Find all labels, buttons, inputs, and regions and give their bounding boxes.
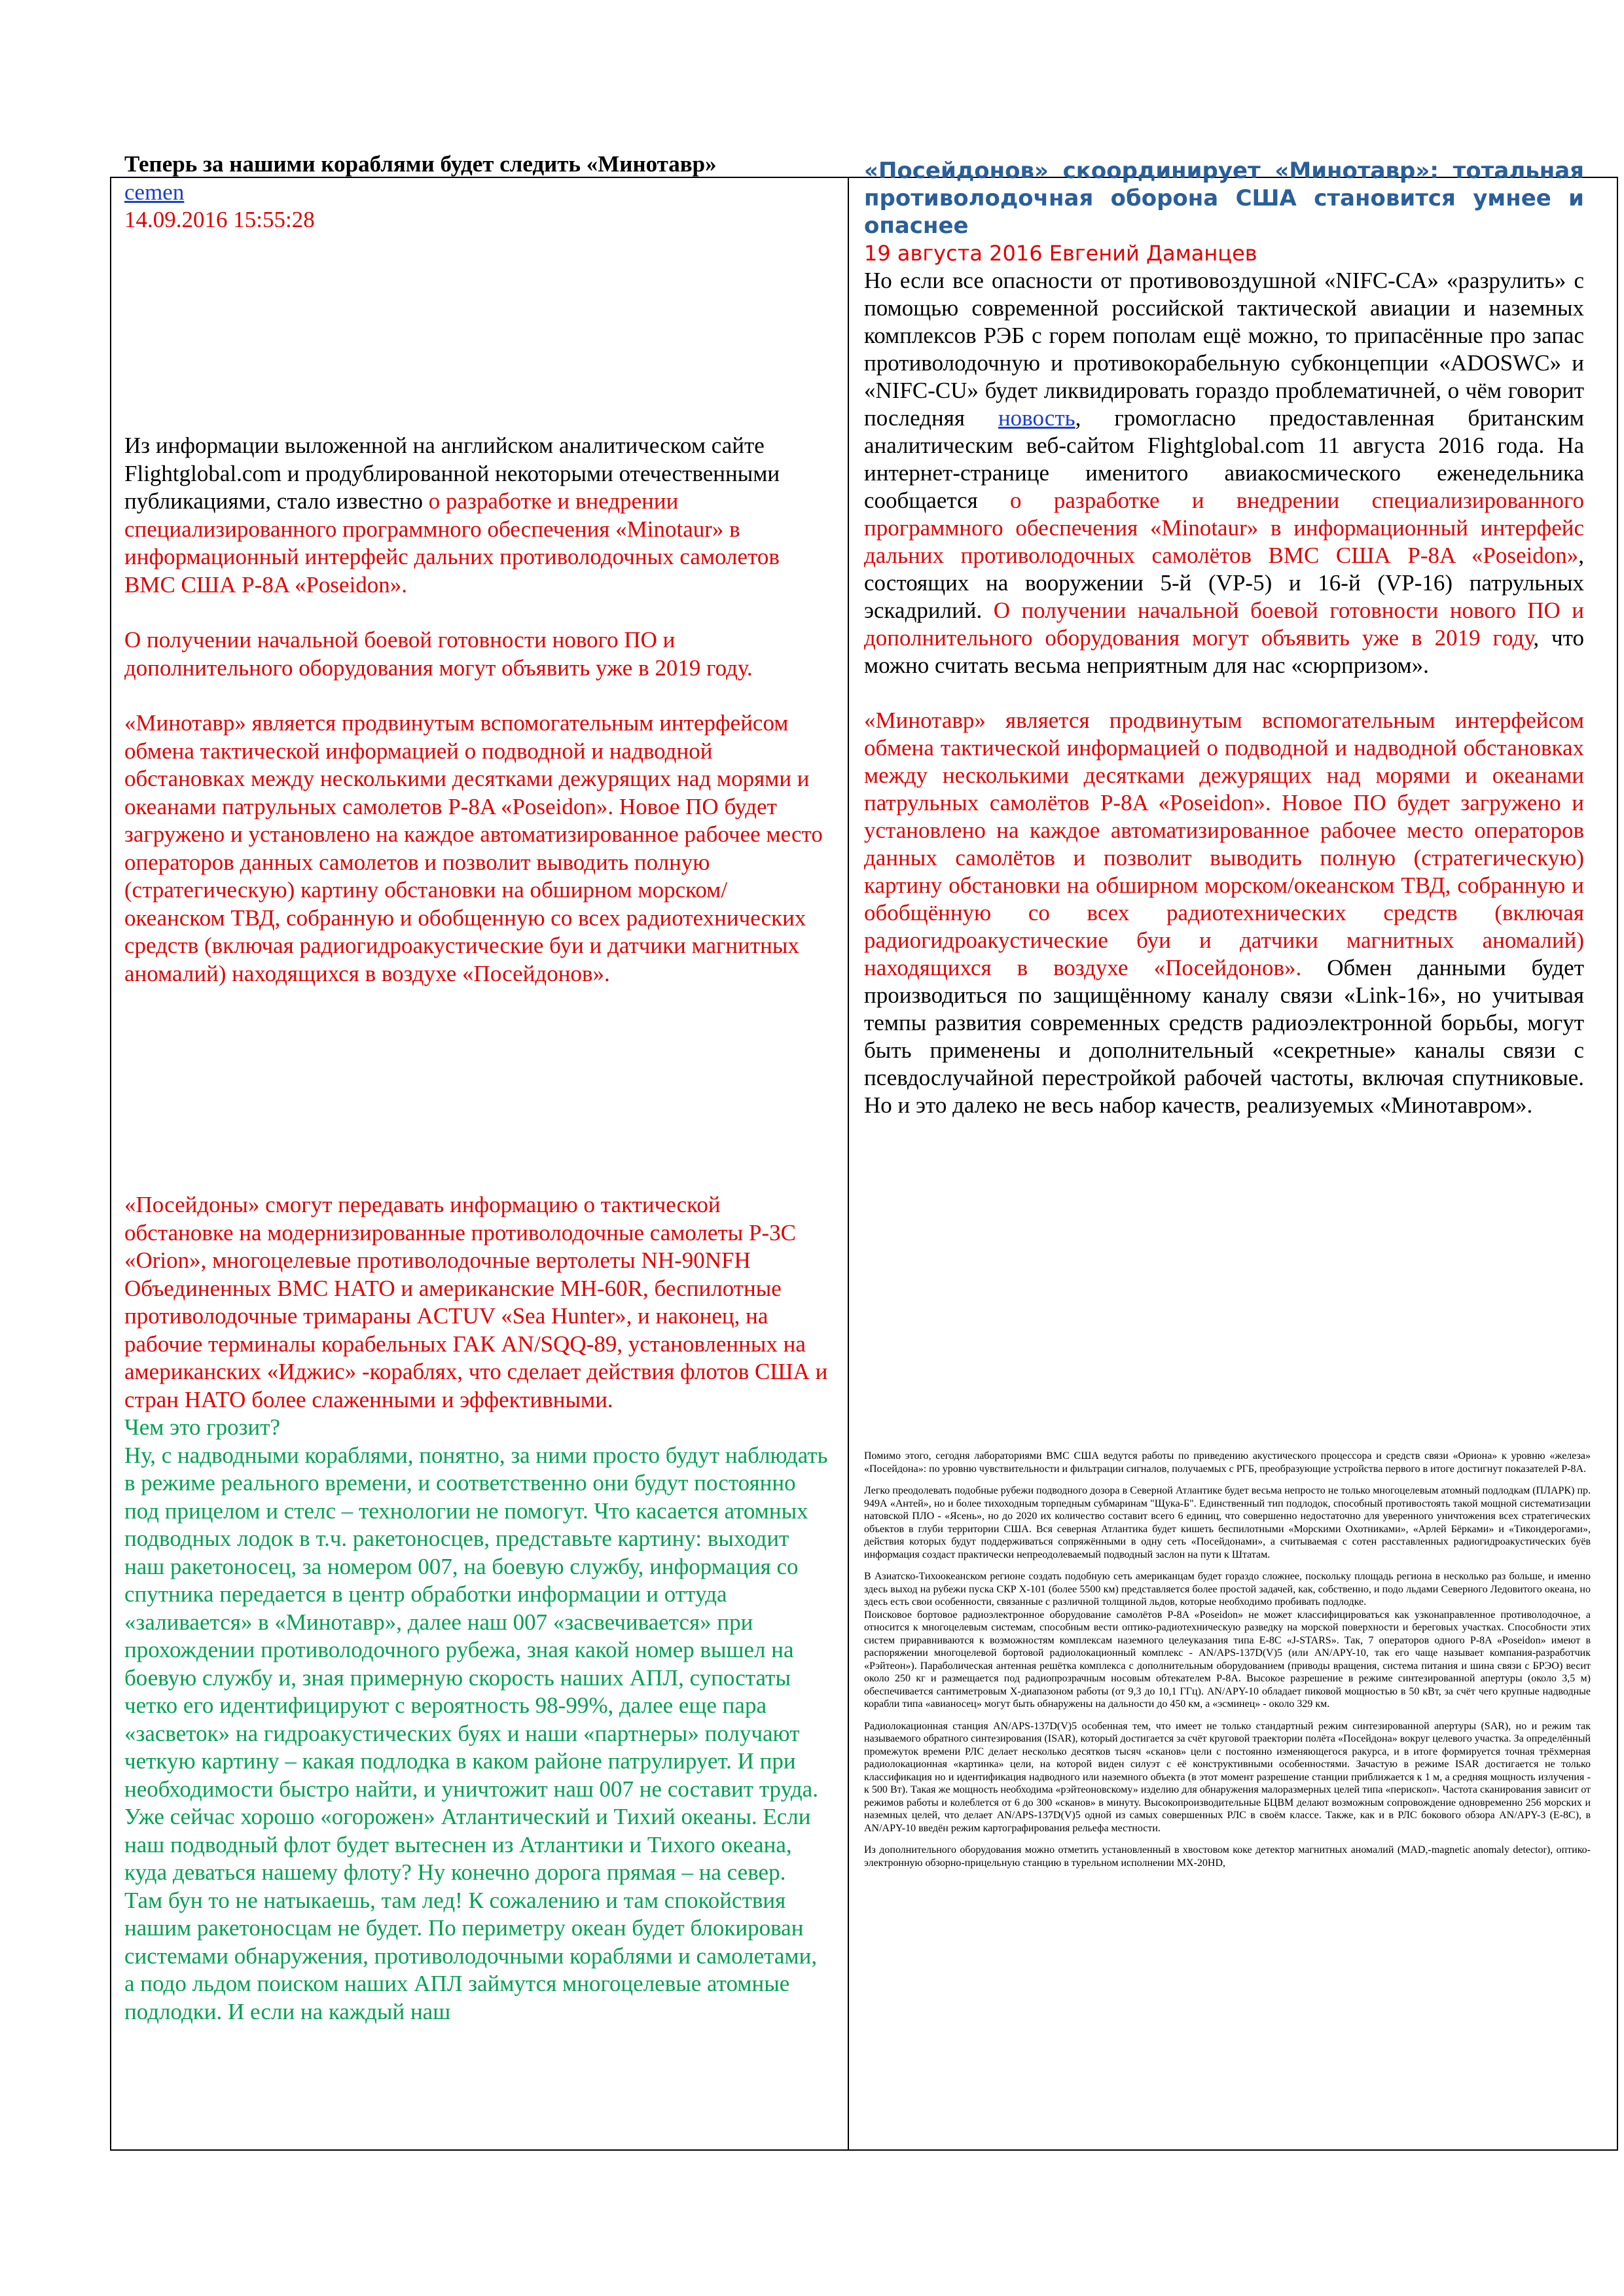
small-paragraph-1: Помимо этого, сегодня лабораториями ВМС США ведутся работы по приведению акустического процессора и средств связи «Ориона» к уровню «железа» «Посейдона»: по уровню чувствительности и фильтрации сигналов, получаемых с РГБ, преобразующие устройства первого в итоге достигнут показателей P-8A.	[864, 1450, 1591, 1475]
left-paragraph-1: Из информации выложенной на английском аналитическом сайте Flightglobal.com и продублированной некоторыми отечественными публикациями, стало известно о разработке и внедрении специализированного программного обеспечения «Minotaur» в информационный интерфейс дальних противолодочных самолетов ВМС США P-8A «Poseidon».	[124, 433, 780, 598]
left-paragraph-3: «Минотавр» является продвинутым вспомогательным интерфейсом обмена тактической информацией о подводной и надводной обстановках между несколькими десятками дежурящих над морями и океанами патрульных самолетов P-8A «Poseidon». Новое ПО будет загружено и установлено на каждое автоматизированное рабочее место операторов данных самолетов и позволит выводить полную (стратегическую) картину обстановки на обширном морском/океанском ТВД, собранную и обобщенную со всех радиотехнических средств (включая радиогидроакустические буи и датчики магнитных аномалий) находящихся в воздухе «Посейдонов».	[124, 710, 823, 986]
left-article-title: Теперь за нашими кораблями будет следить «Минотавр»	[124, 151, 717, 177]
right-paragraph-2: «Минотавр» является продвинутым вспомогательным интерфейсом обмена тактической информацией о подводной и надводной обстановках между несколькими десятками дежурящих над морями и океанами патрульных самолётов P-8A «Poseidon». Новое ПО будет загружено и установлено на каждое автоматизированное рабочее место операторов данных самолётов и позволит выводить полную (стратегическую) картину обстановки на обширном морском/океанском ТВД, собранную и обобщённую со всех радиотехнических средств (включая радиогидроакустические буи и датчики магнитных аномалий) находящихся в воздухе «Посейдонов». Обмен данными будет производиться по защищённому каналу связи «Link-16», но учитывая темпы развития современных средств радиоэлектронной борьбы, могут быть применены и дополнительный «секретные» каналы связи с псевдослучайной перестройкой рабочей частоты, включая спутниковые. Но и это далеко не весь набор качеств, реализуемых «Минотавром».	[864, 708, 1584, 1118]
small-paragraph-6: Из дополнительного оборудования можно отметить установленный в хвостовом коке детектор магнитных аномалий (MAD,-magnetic anomaly detector), оптико-электронную обзорно-прицельную станцию в турельном исполнении MX-20HD,	[864, 1844, 1591, 1869]
left-question: Чем это грозит?	[124, 1414, 281, 1440]
small-paragraph-2: Легко преодолевать подобные рубежи подводного дозора в Северной Атлантике будет весьма непросто не только многоцелевым атомный подлодкам (ПЛАРК) пр. 949А «Антей», но и более тихоходным торпедным субмаринам "Щука-Б". Единственный тип подлодок, способный противостоять такой мощной систематизации натовской ПЛО - «Ясень», но до 2020 их количество составит всего 6 единиц, что совершенно недостаточно для уверенного уничтожения всех стратегических объектов в глуби территории США. Вся северная Атлантика будет кишеть беспилотными «Морскими Охотниками», «Арлей Бёрками» и «Тикондерогами», действия которых будут поддерживаться сопряжёнными в одну сеть «Посейдонами», а считываемая с сотен расставленных радиогидроакустических буёв информация создаст практически непреодолеваемый подводный заслон на пути к Штатам.	[864, 1485, 1591, 1560]
left-paragraph-2: О получении начальной боевой готовности нового ПО и дополнительного оборудования могут объявить уже в 2019 году.	[124, 627, 753, 681]
right-small-print	[864, 1450, 1591, 1878]
right-byline: 19 августа 2016 Евгений Даманцев	[864, 241, 1257, 266]
news-link[interactable]: новость	[998, 405, 1075, 431]
small-paragraph-5: Радиолокационная станция AN/APS-137D(V)5 особенная тем, что имеет не только стандартный режим синтезированной апертуры (SAR), но и режим так называемого обратного синтезирования (ISAR), который достигается за счёт круговой траектории полёта «Посейдона» вокруг целевого участка. За определённый промежуток времени РЛС делает несколько десятков тысяч «сканов» цели с постоянно изменяющегося ракурса, и в итоге формируется точная трёхмерная радиолокационная «картинка» цели, на которой виден силуэт с её конструктивными особенностями. Зачастую в режиме ISAR достигается не только классификация но и идентификация надводного или наземного объекта (в этот момент разрешение станции приближается к 1 м, а средняя мощность излучения - к 500 Вт). Такая же мощность необходима «рэйтеоновскому» изделию для обнаружения малоразмерных целей типа «перископ». Частота сканирования зависит от режимов работы и колеблется от 6 до 300 «сканов» в минуту. Высокопроизводительные БЦВМ делают возможным сопровождение одновременно 256 морских и наземных целей, что делает AN/APS-137D(V)5 одной из самых совершенных РЛС в своём классе. Также, как и в РЛС бокового обзора AN/APY-3 (E-8C), в AN/APY-10 введён режим картографирования рельефа местности.	[864, 1720, 1591, 1834]
left-paragraph-4: «Посейдоны» смогут передавать информацию о тактической обстановке на модернизированные противолодочные самолеты P-3C «Orion», многоцелевые противолодочные вертолеты NH-90NFH Объединенных ВМС НАТО и американские MH-60R, беспилотные противолодочные тримараны ACTUV «Sea Hunter», и наконец, на рабочие терминалы корабельных ГАК AN/SQQ-89, установленных на американских «Иджис» -кораблях, что сделает действия флотов США и стран НАТО более слаженными и эффективными.	[124, 1192, 828, 1412]
right-paragraph-1: Но если все опасности от противовоздушной «NIFC-CA» «разрулить» с помощью современной российской тактической авиации и наземных комплексов РЭБ с горем пополам ещё можно, то припасённые про запас противолодочную и противокорабельную субконцепции «ADOSWC» и «NIFC-CU» будет ликвидировать гораздо проблематичней, о чём говорит последняя новость, громогласно предоставленная британским аналитическим веб-сайтом Flightglobal.com 11 августа 2016 года. На интернет-странице именитого авиакосмического еженедельника сообщается о разработке и внедрении специализированного программного обеспечения «Minotaur» в информационный интерфейс дальних противолодочных самолётов ВМС США P-8A «Poseidon», состоящих на вооружении 5-й (VP-5) и 16-й (VP-16) патрульных эскадрилий. О получении начальной боевой готовности нового ПО и дополнительного оборудования могут объявить уже в 2019 году, что можно считать весьма неприятным для нас «сюрпризом».	[864, 268, 1585, 678]
small-paragraph-4: Поисковое бортовое радиоэлектронное оборудование самолётов P-8A «Poseidon» не может классифицироваться как узконаправленное противолодочное, а относится к многоцелевым системам, способным вести оптико-радиотехническую разведку на морской поверхности и береговых участках. Способности этих систем приравниваются к возможностям комплексам наземного целеуказания типа E-8C «J-STARS». Так, 7 операторов одного P-8A «Poseidon» имеют в распоряжении многоцелевой бортовой радиолокационный комплекс - AN/APS-137D(V)5 (или AN/APY-10, так его чаще называет компания-разработчик «Рэйтеон»). Параболическая антенная решётка комплекса с дополнительным оборудованием (приводы вращения, система питания и шина связи с БРЭО) весит около 250 кг и размещается под радиопрозрачным носовым обтекателем P-8A. Высокое разрешение в режиме синтезированной апертуры (около 3,5 м) обеспечивается сантиметровым Х-диапазоном работы (от 9,3 до 10,1 ГГц). AN/APY-10 обладает пиковой мощностью в 50 кВт, за счёт чего крупные надводные корабли типа «авианосец» могут быть обнаружены на дальности до 450 км, а «эсминец» - около 329 км.	[864, 1609, 1591, 1710]
right-article-title: «Посейдонов» скоординирует «Минотавр»: тотальная противолодочная оборона США становится умнее и опаснее	[864, 158, 1584, 239]
small-paragraph-3: В Азиатско-Тихоокеанском регионе создать подобную сеть американцам будет гораздо сложнее, поскольку площадь региона в несколько раз больше, и именно здесь выход на рубежи пуска СКР Х-101 (более 5500 км) представляется более простой задачей, как, собственно, и подо льдами Северного Ледовитого океана, но здесь есть свои особенности, связанные с различной толщиной льдов, которые необходимо пробивать подлодке.	[864, 1571, 1591, 1607]
column-divider	[848, 177, 849, 2151]
right-column	[864, 157, 1584, 1119]
left-paragraph-6: Уже сейчас хорошо «огорожен» Атлантический и Тихий океаны. Если наш подводный флот будет вытеснен из Атлантики и Тихого океана, куда деваться нашему флоту? Ну конечно дорога прямая – на север. Там бун то не натыкаешь, там лед! К сожалению и там спокойствия нашим ракетоносцам не будет. По периметру океан будет блокирован системами обнаружения, противолодочными кораблями и самолетами, а подо льдом поиском наших АПЛ займутся многоцелевые атомные подлодки. И если на каждый наш	[124, 1804, 818, 2024]
left-paragraph-5: Ну, с надводными кораблями, понятно, за ними просто будут наблюдать в режиме реального времени, и соответственно они будут постоянно под прицелом и стелс – технологии не помогут. Что касается атомных подводных лодок в т.ч. ракетоносцев, представьте картину: выходит наш ракетоносец, за номером 007, на боевую службу, информация со спутника передается в центр обработки информации и оттуда «заливается» в «Минотавр», далее наш 007 «засвечивается» при прохождении противолодочного рубежа, зная какой номер вышел на боевую службу и, зная примерную скорость наших АПЛ, супостаты четко его идентифицируют с вероятность 98-99%, далее еще пара «засветок» на гидроакустических буях и наши «партнеры» получают четкую картину – какая подлодка в каком районе патрулирует. И при необходимости быстро найти, и уничтожит наш 007 не составит труда.	[124, 1442, 828, 1802]
left-author-link[interactable]: cemen	[124, 179, 185, 205]
left-post-date: 14.09.2016 15:55:28	[124, 207, 315, 232]
